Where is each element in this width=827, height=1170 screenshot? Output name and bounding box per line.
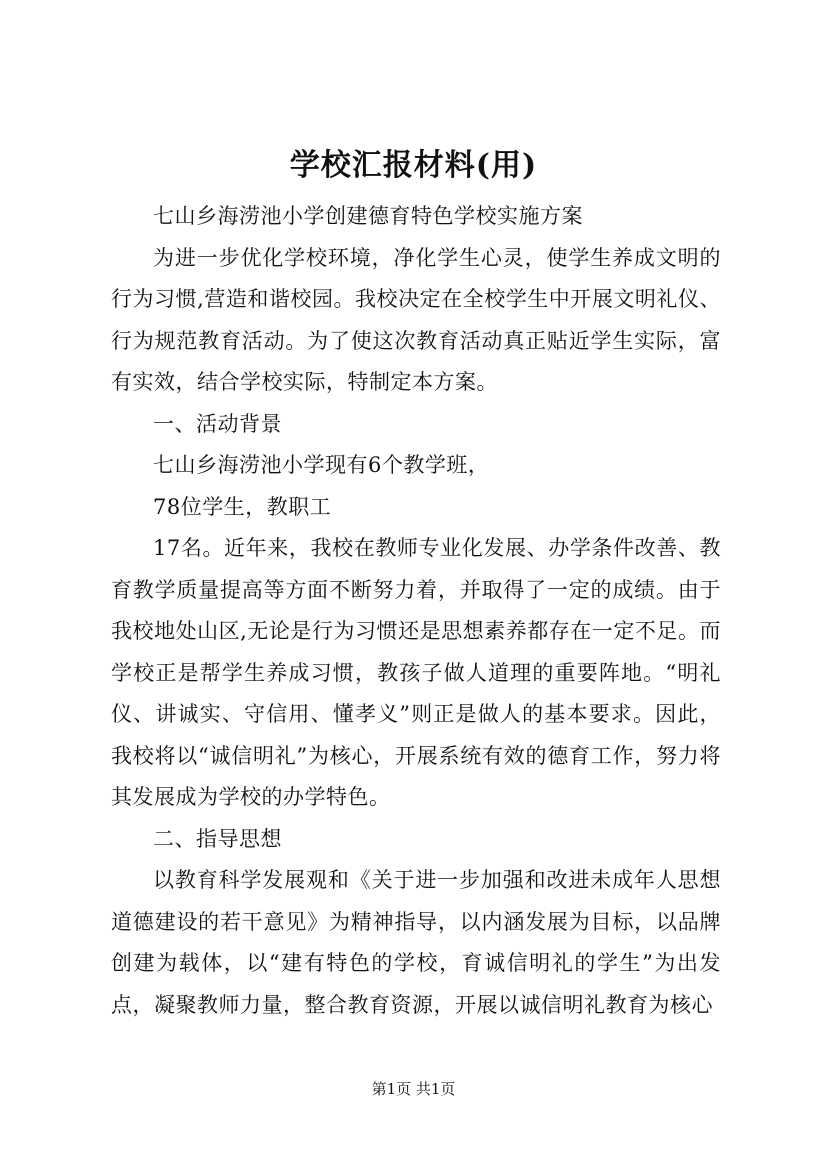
intro-paragraph: 为进一步优化学校环境，净化学生心灵，使学生养成文明的行为习惯,营造和谐校园。我校决定在全校学生中开展文明礼仪、行为规范教育活动。为了使这次教育活动真正贴近学生实际，富有实效，结合学校实际，特制定本方案。	[111, 245, 721, 394]
document-body	[111, 196, 721, 1026]
plan-title-paragraph: 七山乡海涝池小学创建德育特色学校实施方案	[153, 204, 583, 228]
background-paragraph-2: 78位学生，教职工	[153, 494, 332, 519]
background-paragraph-1: 七山乡海涝池小学现有6个教学班，	[153, 453, 490, 477]
section-heading-background: 一、活动背景	[153, 411, 282, 436]
page-footer: 第1页 共1页	[371, 1080, 456, 1098]
section-heading-guiding-thought: 二、指导思想	[153, 826, 282, 851]
background-paragraph-3: 17名。近年来，我校在教师专业化发展、办学条件改善、教育教学质量提高等方面不断努力着，并取得了一定的成绩。由于我校地处山区,无论是行为习惯还是思想素养都存在一定不足。而学校正是帮学生养成习惯，教孩子做人道理的重要阵地。“明礼仪、讲诚实、守信用、懂孝义”则正是做人的基本要求。因此，我校将以“诚信明礼”为核心，开展系统有效的德育工作，努力将其发展成为学校的办学特色。	[111, 536, 721, 809]
document-title: 学校汇报材料(用)	[289, 148, 538, 183]
guiding-thought-paragraph: 以教育科学发展观和《关于进一步加强和改进未成年人思想道德建设的若干意见》为精神指导，以内涵发展为目标，以品牌创建为载体，以“建有特色的学校，育诚信明礼的学生”为出发点，凝聚教师力量，整合教育资源，开展以诚信明礼教育为核心	[111, 868, 721, 1017]
